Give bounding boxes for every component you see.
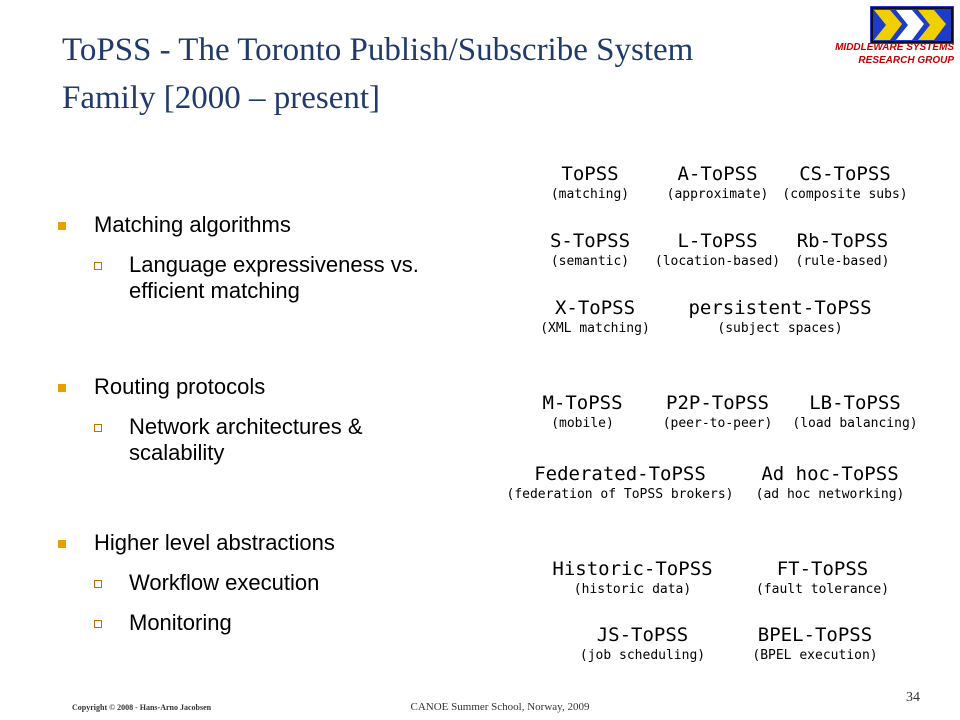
family-desc: (location-based) (654, 254, 781, 269)
family-name: A-ToPSS (677, 163, 758, 185)
family-name: Rb-ToPSS (796, 230, 889, 252)
copyright-notice: Copyright © 2008 - Hans-Arno Jacobsen (72, 703, 212, 712)
family-name: L-ToPSS (677, 230, 758, 252)
family-desc: (job scheduling) (579, 648, 706, 663)
family-item-bpel-topss (735, 623, 895, 665)
family-desc: (composite subs) (782, 187, 908, 202)
slide-title: ToPSS - The Toronto Publish/Subscribe System Family [2000 – present] (62, 32, 694, 116)
page-number: 34 (906, 690, 920, 705)
logo-caption-line1: MIDDLEWARE SYSTEMS (835, 42, 954, 53)
family-name: Federated-ToPSS (534, 463, 706, 485)
family-desc: (peer-to-peer) (662, 416, 773, 431)
msrg-logo-icon (870, 6, 954, 44)
family-item-l-topss (650, 229, 785, 271)
square-bullet-icon (58, 540, 66, 548)
family-name: M-ToPSS (542, 392, 623, 414)
family-name: S-ToPSS (549, 230, 631, 252)
family-item-js-topss (570, 623, 715, 665)
family-name: JS-ToPSS (596, 624, 689, 646)
family-name: Ad hoc-ToPSS (761, 463, 899, 485)
family-desc: (approximate) (666, 187, 769, 202)
family-item-m-topss (525, 391, 640, 433)
family-item-lb-topss (790, 391, 920, 433)
square-bullet-icon (58, 222, 66, 230)
family-name: P2P-ToPSS (666, 392, 769, 414)
family-desc: (rule-based) (795, 254, 890, 269)
sub-bullet-text: Workflow execution (129, 570, 320, 595)
hollow-square-bullet-icon (94, 424, 102, 432)
family-name: FT-ToPSS (776, 558, 869, 580)
family-item-historic-topss (535, 557, 730, 599)
family-desc: (semantic) (550, 254, 630, 269)
family-name: ToPSS (561, 163, 619, 185)
sub-bullet-text: Language expressiveness vs. efficient matching (129, 252, 419, 303)
family-item-x-topss (530, 296, 660, 338)
event-footer: CANOE Summer School, Norway, 2009 (410, 701, 590, 713)
family-item-adhoc-topss (745, 462, 915, 504)
family-desc: (mobile) (551, 416, 614, 431)
family-name: CS-ToPSS (799, 163, 891, 185)
bullet-text: Matching algorithms (94, 212, 291, 237)
family-item-s-topss (530, 229, 650, 271)
family-item-topss (530, 162, 650, 204)
hollow-square-bullet-icon (94, 620, 102, 628)
square-bullet-icon (58, 384, 66, 392)
sub-bullet-text: Monitoring (129, 610, 232, 635)
bullet-text: Routing protocols (94, 374, 266, 399)
sub-bullet-text: Network architectures & scalability (129, 414, 363, 465)
hollow-square-bullet-icon (94, 580, 102, 588)
family-item-cs-topss (775, 162, 915, 204)
family-item-ft-topss (750, 557, 895, 599)
family-desc: (matching) (550, 187, 630, 202)
family-desc: (load balancing) (792, 416, 918, 431)
family-desc: (XML matching) (540, 321, 650, 336)
logo-caption-line2: RESEARCH GROUP (858, 55, 954, 66)
family-desc: (BPEL execution) (752, 648, 878, 663)
family-desc: (fault tolerance) (755, 582, 890, 597)
family-item-persistent-topss (670, 296, 890, 338)
family-item-p2p-topss (650, 391, 785, 433)
bullet-text: Higher level abstractions (94, 530, 335, 555)
family-name: LB-ToPSS (809, 392, 901, 414)
family-desc: (federation of ToPSS brokers) (506, 487, 734, 502)
family-item-federated-topss (495, 462, 745, 504)
family-item-rb-topss (785, 229, 900, 271)
hollow-square-bullet-icon (94, 262, 102, 270)
family-name: Historic-ToPSS (552, 558, 713, 580)
family-name: persistent-ToPSS (688, 297, 872, 319)
family-desc: (historic data) (573, 582, 692, 597)
family-name: X-ToPSS (554, 297, 636, 319)
family-name: BPEL-ToPSS (757, 624, 873, 646)
family-desc: (subject spaces) (717, 321, 843, 336)
family-item-a-topss (655, 162, 780, 204)
family-desc: (ad hoc networking) (755, 487, 905, 502)
